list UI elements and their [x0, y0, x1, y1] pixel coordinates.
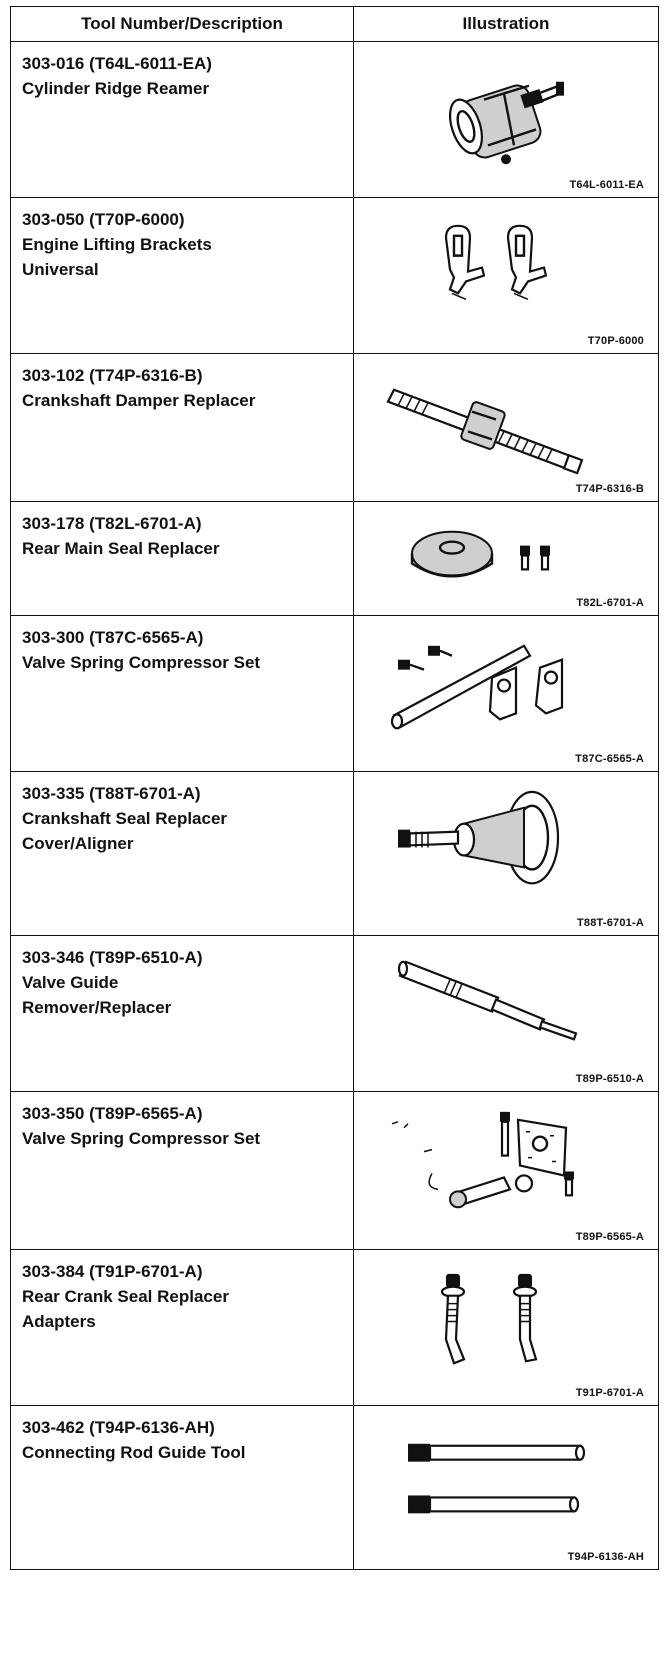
table-header-row	[11, 7, 659, 42]
tool-description	[11, 772, 354, 936]
table-row	[11, 354, 659, 502]
tool-illustration	[354, 616, 659, 772]
tool-description	[11, 1092, 354, 1250]
header-illustration: Illustration	[354, 7, 659, 42]
tool-number: 303-102 (T74P-6316-B)	[22, 366, 203, 385]
tool-name: Cylinder Ridge Reamer	[22, 79, 210, 98]
tool-name: Valve Guide	[22, 973, 119, 992]
tool-name: Connecting Rod Guide Tool	[22, 1443, 246, 1462]
table-row	[11, 616, 659, 772]
seal-adapters-icon	[354, 1250, 658, 1405]
tool-code: T89P-6565-A	[575, 1231, 644, 1243]
tool-code: T82L-6701-A	[576, 597, 644, 609]
tool-code: T94P-6136-AH	[567, 1551, 644, 1563]
table-row	[11, 772, 659, 936]
tool-number: 303-178 (T82L-6701-A)	[22, 514, 202, 533]
tool-description	[11, 502, 354, 616]
tool-name-cont: Remover/Replacer	[22, 998, 172, 1017]
tool-number: 303-016 (T64L-6011-EA)	[22, 54, 212, 73]
table-row	[11, 1092, 659, 1250]
tool-name: Rear Main Seal Replacer	[22, 539, 220, 558]
tool-number: 303-300 (T87C-6565-A)	[22, 628, 204, 647]
lifting-brackets-icon	[354, 198, 658, 353]
tool-name-cont: Universal	[22, 260, 99, 279]
cover-aligner-icon	[354, 772, 658, 935]
ridge-reamer-icon	[354, 42, 658, 197]
tool-description	[11, 198, 354, 354]
tool-illustration	[354, 42, 659, 198]
table-row	[11, 502, 659, 616]
tool-code: T87C-6565-A	[575, 753, 644, 765]
tool-number: 303-050 (T70P-6000)	[22, 210, 185, 229]
tool-code: T88T-6701-A	[576, 917, 644, 929]
damper-replacer-icon	[354, 354, 658, 501]
table-row	[11, 198, 659, 354]
tool-illustration	[354, 502, 659, 616]
tool-name: Crankshaft Damper Replacer	[22, 391, 256, 410]
tool-number: 303-384 (T91P-6701-A)	[22, 1262, 203, 1281]
tool-illustration	[354, 936, 659, 1092]
table-row	[11, 42, 659, 198]
tool-description	[11, 936, 354, 1092]
tool-description	[11, 616, 354, 772]
table-row	[11, 1250, 659, 1406]
tool-name: Rear Crank Seal Replacer	[22, 1287, 229, 1306]
tool-name-cont: Adapters	[22, 1312, 96, 1331]
valve-guide-icon	[354, 936, 658, 1091]
special-tools-table	[10, 6, 659, 1570]
spring-compressor-icon	[354, 616, 658, 771]
tool-illustration	[354, 772, 659, 936]
rod-guide-icon	[354, 1406, 658, 1569]
table-row	[11, 1406, 659, 1570]
tool-illustration	[354, 1406, 659, 1570]
tool-name: Valve Spring Compressor Set	[22, 1129, 261, 1148]
tool-name-cont: Cover/Aligner	[22, 834, 134, 853]
tool-number: 303-350 (T89P-6565-A)	[22, 1104, 203, 1123]
tool-name: Crankshaft Seal Replacer	[22, 809, 228, 828]
tool-name: Engine Lifting Brackets	[22, 235, 212, 254]
tool-description	[11, 1250, 354, 1406]
tool-name: Valve Spring Compressor Set	[22, 653, 261, 672]
tool-code: T91P-6701-A	[575, 1387, 644, 1399]
table-row	[11, 936, 659, 1092]
tool-code: T70P-6000	[587, 335, 644, 347]
tool-description	[11, 354, 354, 502]
tool-number: 303-346 (T89P-6510-A)	[22, 948, 203, 967]
tool-illustration	[354, 1092, 659, 1250]
tool-illustration	[354, 354, 659, 502]
tool-number: 303-335 (T88T-6701-A)	[22, 784, 201, 803]
tool-code: T89P-6510-A	[575, 1073, 644, 1085]
tool-description	[11, 42, 354, 198]
tool-illustration	[354, 1250, 659, 1406]
spring-compressor-set-icon	[354, 1092, 658, 1249]
tool-illustration	[354, 198, 659, 354]
tool-code: T64L-6011-EA	[569, 179, 644, 191]
tool-number: 303-462 (T94P-6136-AH)	[22, 1418, 215, 1437]
tool-description	[11, 1406, 354, 1570]
tool-code: T74P-6316-B	[575, 483, 644, 495]
header-tool-number: Tool Number/Description	[11, 7, 354, 42]
